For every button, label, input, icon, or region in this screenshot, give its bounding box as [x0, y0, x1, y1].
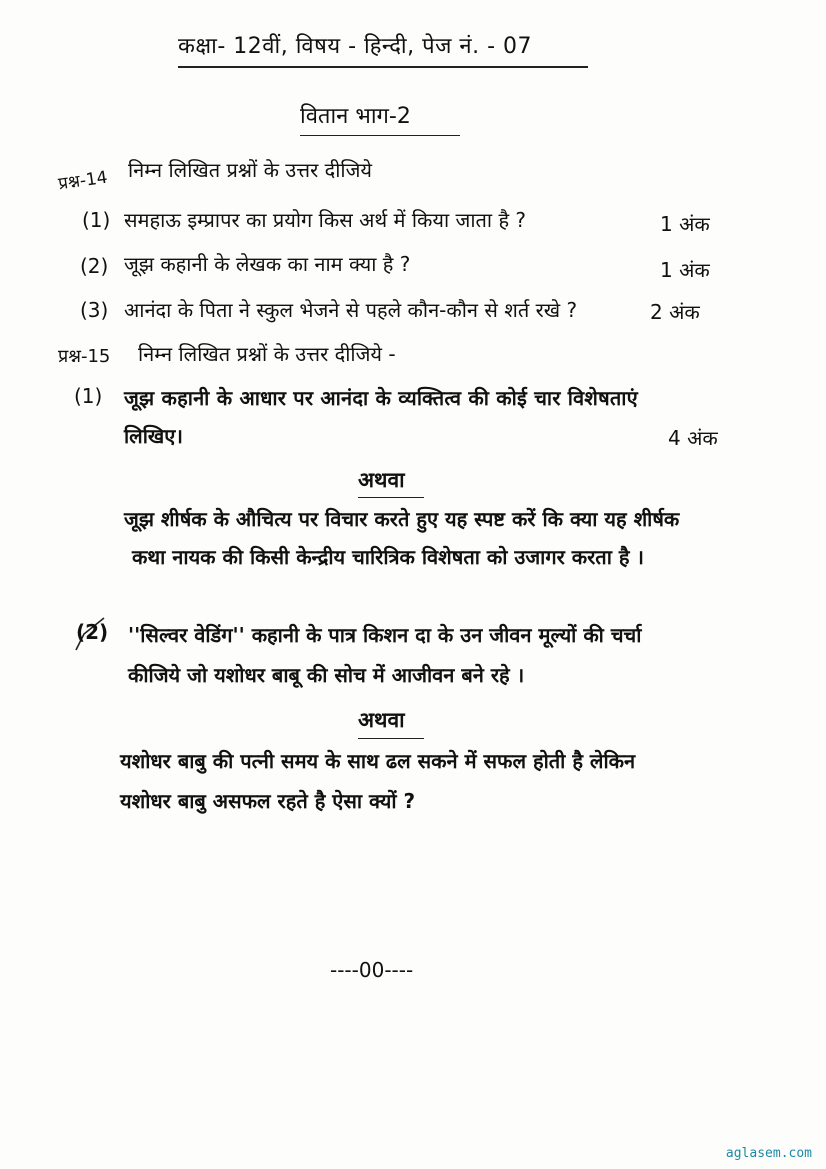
q14-item1-number: (1) — [82, 208, 111, 232]
q14-item2-marks: 1 अंक — [660, 258, 710, 282]
q15-item1-number: (1) — [74, 384, 103, 408]
alt2-line1: यशोधर बाबु की पत्नी समय के साथ ढल सकने में सफल होती है लेकिन — [120, 749, 636, 773]
section-title: वितान भाग-2 — [300, 104, 411, 129]
watermark: aglasem.com — [725, 1146, 812, 1161]
q15-heading: निम्न लिखित प्रश्नों के उत्तर दीजिये - — [138, 342, 396, 366]
q14-item3-number: (3) — [80, 298, 109, 322]
item2-line1: ''सिल्वर वेडिंग'' कहानी के पात्र किशन दा के उन जीवन मूल्यों की चर्चा — [128, 623, 642, 647]
q14-item2-number: (2) — [80, 254, 109, 278]
or-label-1: अथवा — [358, 468, 405, 492]
q15-item1-marks: 4 अंक — [668, 426, 718, 450]
q14-heading: निम्न लिखित प्रश्नों के उत्तर दीजिये — [128, 158, 373, 182]
header-underline — [178, 66, 588, 68]
q14-item3-text: आनंदा के पिता ने स्कुल भेजने से पहले कौन-कौन से शर्त रखे ? — [124, 298, 578, 322]
alt2-line2: यशोधर बाबु असफल रहते है ऐसा क्यों ? — [120, 789, 416, 813]
end-of-paper-mark: ----00---- — [330, 958, 414, 982]
q14-label: प्रश्न-14 — [57, 167, 109, 195]
q14-item1-marks: 1 अंक — [660, 212, 710, 236]
item2-line2: कीजिये जो यशोधर बाबू की सोच में आजीवन बने रहे । — [128, 663, 525, 687]
section-title-underline — [300, 135, 460, 136]
or-label-2: अथवा — [358, 708, 405, 732]
q14-item1-text: समहाऊ इम्प्रापर का प्रयोग किस अर्थ में किया जाता है ? — [124, 208, 527, 232]
q15-item2-number: (2) — [76, 620, 109, 644]
or-label-2-underline — [358, 738, 424, 739]
q14-item2-text: जूझ कहानी के लेखक का नाम क्या है ? — [124, 252, 411, 276]
alt1-line2: कथा नायक की किसी केन्द्रीय चारित्रिक विशेषता को उजागर करता है । — [132, 545, 645, 569]
q15-item1-line2: लिखिए। — [124, 424, 183, 448]
alt1-line1: जूझ शीर्षक के औचित्य पर विचार करते हुए यह स्पष्ट करें कि क्या यह शीर्षक — [124, 507, 680, 531]
q15-item1-line1: जूझ कहानी के आधार पर आनंदा के व्यक्तित्व की कोई चार विशेषताएं — [124, 386, 638, 410]
q15-label: प्रश्न-15 — [58, 346, 111, 367]
or-label-1-underline — [358, 497, 424, 498]
q14-item3-marks: 2 अंक — [650, 300, 700, 324]
page-header: कक्षा- 12वीं, विषय - हिन्दी, पेज नं. - 07 — [178, 34, 533, 59]
